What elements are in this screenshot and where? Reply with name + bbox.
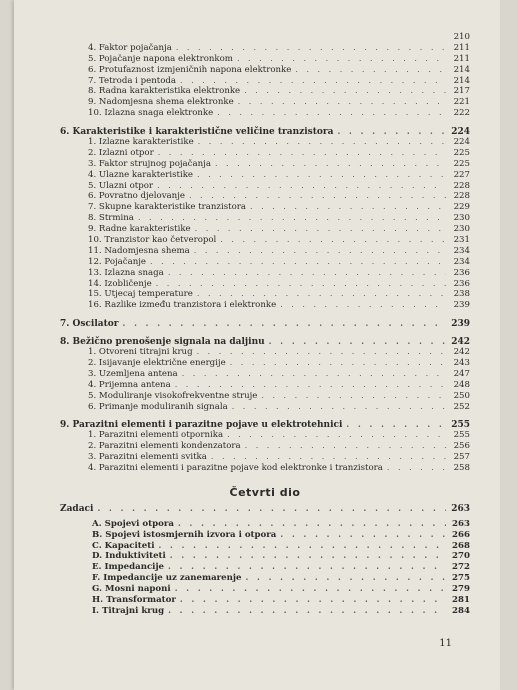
toc-entry-page: 234 xyxy=(453,245,470,256)
toc-entry-label: 6. Povratno djelovanje xyxy=(88,191,185,202)
toc-entry-label: H. Transformator xyxy=(92,594,176,605)
toc-entry-label: 10. Tranzistor kao četveropol xyxy=(88,235,217,246)
toc-entry-page: 281 xyxy=(452,594,470,605)
toc-entry-label: 3. Faktor strujnog pojačanja xyxy=(88,158,211,169)
dot-leader xyxy=(158,540,446,551)
dot-leader xyxy=(194,246,446,257)
toc-entry xyxy=(60,380,470,391)
dot-leader xyxy=(261,391,446,402)
toc-entry-page: 242 xyxy=(451,337,470,348)
toc-entry-page: 263 xyxy=(452,518,470,529)
toc-entry xyxy=(60,76,470,87)
dot-leader xyxy=(244,86,446,97)
toc-entry-page: 248 xyxy=(453,379,470,390)
toc-entry-label: 4. Parazitni elementi i parazitne pojave kod elektronke i tranzistora xyxy=(88,462,383,473)
toc-entry-label: Zadaci xyxy=(60,503,94,514)
dot-leader xyxy=(197,347,446,358)
toc-entry-page: 256 xyxy=(453,441,470,452)
toc-entry-page: 234 xyxy=(453,256,470,267)
toc-entry xyxy=(60,279,470,290)
toc-entry-label: 8. Radna karakteristika elektronke xyxy=(88,86,241,97)
toc-entry-page: 239 xyxy=(451,319,470,330)
toc-entry xyxy=(60,529,470,540)
toc-entry-label: E. Impedancije xyxy=(92,562,165,573)
toc-entry-page: 263 xyxy=(451,503,470,514)
toc-entry-label: 3. Parazitni elementi svitka xyxy=(88,452,207,463)
dot-leader xyxy=(245,441,446,452)
dot-leader xyxy=(97,503,446,514)
toc-entry xyxy=(60,583,470,594)
dot-leader xyxy=(178,518,446,529)
toc-entry-page: 257 xyxy=(453,452,470,463)
toc-entry-label: 2. Izlazni otpor xyxy=(88,147,154,158)
toc-section-heading xyxy=(60,126,470,137)
toc-entry-page: 228 xyxy=(453,191,470,202)
dot-leader xyxy=(170,550,446,561)
toc-entry-label: 5. Pojačanje napona elektronkom xyxy=(88,53,233,64)
dot-leader xyxy=(387,463,446,474)
toc-entry-label: 8. Bežično prenošenje signala na daljinu xyxy=(60,337,265,348)
toc-entry xyxy=(60,170,470,181)
toc-entry xyxy=(60,561,470,572)
toc-entry xyxy=(60,572,470,583)
toc-entry-page: 236 xyxy=(453,267,470,278)
toc-section-heading xyxy=(60,336,470,347)
page-number: 11 xyxy=(439,638,452,649)
dot-leader xyxy=(168,605,446,616)
toc-entry xyxy=(60,430,470,441)
toc-entry-page: 284 xyxy=(452,605,470,616)
toc-entry xyxy=(60,268,470,279)
toc-entry xyxy=(60,43,470,54)
dot-leader xyxy=(198,137,446,148)
toc-entry-page: 239 xyxy=(453,300,470,311)
dot-leader xyxy=(180,594,446,605)
toc-entry xyxy=(60,65,470,76)
dot-leader xyxy=(157,181,446,192)
toc-entry-label: 4. Prijemna antena xyxy=(88,379,171,390)
dot-leader xyxy=(175,583,446,594)
dot-leader xyxy=(227,430,446,441)
toc-entry-label: 4. Ulazne karakteristike xyxy=(88,169,193,180)
dot-leader xyxy=(232,402,446,413)
toc-entry-page: 279 xyxy=(452,584,470,595)
dot-leader xyxy=(197,170,446,181)
toc-section-heading xyxy=(60,419,470,430)
toc-entry xyxy=(60,358,470,369)
dot-leader xyxy=(215,159,446,170)
dot-leader xyxy=(250,202,446,213)
toc-entry-page: 224 xyxy=(451,127,470,138)
toc-entry-label: 2. Parazitni elementi kondenzatora xyxy=(88,441,241,452)
toc-entry-label: 15. Utjecaj temperature xyxy=(88,289,193,300)
dot-leader xyxy=(280,300,446,311)
toc-entry xyxy=(60,257,470,268)
toc-entry-label: 9. Nadomjesna shema elektronke xyxy=(88,97,234,108)
dot-leader xyxy=(211,452,446,463)
toc-entry-page: 210 xyxy=(453,32,470,42)
dot-leader xyxy=(180,76,446,87)
toc-entry xyxy=(60,300,470,311)
toc-entry xyxy=(60,347,470,358)
toc-entry-page: 211 xyxy=(453,42,470,53)
toc-entry-label: C. Kapaciteti xyxy=(92,540,155,551)
dot-leader xyxy=(168,561,446,572)
toc-entry xyxy=(60,594,470,605)
toc-entry-page: 227 xyxy=(453,169,470,180)
toc-entry xyxy=(60,191,470,202)
toc-entry-page: 225 xyxy=(453,158,470,169)
toc-entry-page: 236 xyxy=(453,278,470,289)
toc-entry xyxy=(60,202,470,213)
toc-entry xyxy=(60,213,470,224)
toc-entry-page: 222 xyxy=(453,108,470,119)
toc-entry-label: D. Induktiviteti xyxy=(92,551,166,562)
book-page xyxy=(14,0,500,690)
toc-entry-page: 255 xyxy=(451,420,470,431)
dot-leader xyxy=(158,148,446,159)
dot-leader xyxy=(245,572,446,583)
toc-entry-label: 11. Nadomjesna shema xyxy=(88,245,190,256)
toc-entry-label: 6. Karakteristike i karakteristične veličine tranzistora xyxy=(60,127,334,138)
toc-entry-page: 272 xyxy=(452,562,470,573)
toc-entry xyxy=(60,518,470,529)
toc-entry-page: 270 xyxy=(452,551,470,562)
toc-entry xyxy=(60,441,470,452)
dot-leader xyxy=(295,65,446,76)
dot-leader xyxy=(168,268,446,279)
dot-leader xyxy=(238,97,446,108)
dot-leader xyxy=(217,108,446,119)
dot-leader xyxy=(150,257,446,268)
dot-leader xyxy=(197,289,446,300)
toc-entry-page: 224 xyxy=(453,137,470,148)
toc-entry xyxy=(60,391,470,402)
dot-leader xyxy=(123,318,447,329)
toc-entry-page: 242 xyxy=(453,347,470,358)
toc-entry xyxy=(60,86,470,97)
toc-section-heading xyxy=(60,503,470,514)
toc-entry-page: 238 xyxy=(453,289,470,300)
toc-entry-page: 266 xyxy=(452,529,470,540)
part-title: Četvrti dio xyxy=(229,485,301,499)
toc-entry-page: 243 xyxy=(453,357,470,368)
toc-entry-label: 1. Parazitni elementi otpornika xyxy=(88,430,224,441)
toc-entry-label: 1. Otvoreni titrajni krug xyxy=(88,347,193,358)
toc-entry-page: 247 xyxy=(453,368,470,379)
toc-entry-page: 228 xyxy=(453,180,470,191)
toc-entry-page: 211 xyxy=(453,53,470,64)
toc-entry-label: 16. Razlike između tranzistora i elektronke xyxy=(88,300,277,311)
toc-entry-page: 275 xyxy=(452,573,470,584)
toc-entry xyxy=(60,54,470,65)
dot-leader xyxy=(230,358,446,369)
toc-entry xyxy=(60,369,470,380)
toc-entry-label: 7. Oscilator xyxy=(60,319,119,330)
dot-leader xyxy=(156,279,446,290)
toc-entry-label: I. Titrajni krug xyxy=(92,605,165,616)
toc-entry xyxy=(60,540,470,551)
toc-entry-label: 6. Protufaznost izmjeničnih napona elektronke xyxy=(88,64,292,75)
dot-leader xyxy=(346,419,446,430)
toc-entry-label: 8. Strmina xyxy=(88,213,134,224)
toc-entry-label: 12. Pojačanje xyxy=(88,256,147,267)
dot-leader xyxy=(175,380,446,391)
toc-entry-page: 258 xyxy=(453,462,470,473)
toc-entry-label: 3. Uzemljena antena xyxy=(88,368,178,379)
toc-entry-page: 252 xyxy=(453,401,470,412)
toc-entry xyxy=(60,605,470,616)
toc-entry-label: 5. Ulazni otpor xyxy=(88,180,153,191)
dot-leader xyxy=(195,224,446,235)
table-of-contents xyxy=(60,32,470,616)
toc-entry xyxy=(60,463,470,474)
toc-top-page xyxy=(60,32,470,43)
toc-entry-page: 225 xyxy=(453,147,470,158)
toc-entry-label: 14. Izobličenje xyxy=(88,278,152,289)
dot-leader xyxy=(337,126,446,137)
toc-entry-label: 9. Radne karakteristike xyxy=(88,224,191,235)
toc-entry-page: 255 xyxy=(453,430,470,441)
toc-entry-label: F. Impedancije uz zanemarenje xyxy=(92,573,242,584)
dot-leader xyxy=(138,213,446,224)
toc-entry-label: 1. Izlazne karakteristike xyxy=(88,137,194,148)
toc-entry xyxy=(60,289,470,300)
dot-leader xyxy=(189,191,446,202)
dot-leader xyxy=(269,336,446,347)
toc-entry xyxy=(60,148,470,159)
toc-entry-label: 7. Skupne karakteristike tranzistora xyxy=(88,202,246,213)
toc-entry xyxy=(60,137,470,148)
toc-entry-page: 250 xyxy=(453,390,470,401)
toc-entry xyxy=(60,246,470,257)
toc-entry xyxy=(60,97,470,108)
toc-entry-label: G. Mosni naponi xyxy=(92,584,171,595)
toc-section-heading xyxy=(60,318,470,329)
dot-leader xyxy=(220,235,446,246)
toc-entry xyxy=(60,224,470,235)
toc-entry xyxy=(60,159,470,170)
toc-entry-page: 230 xyxy=(453,224,470,235)
toc-entry xyxy=(60,402,470,413)
dot-leader xyxy=(176,43,446,54)
toc-entry-label: 13. Izlazna snaga xyxy=(88,267,164,278)
toc-entry xyxy=(60,181,470,192)
toc-entry-label: 6. Primanje moduliranih signala xyxy=(88,401,228,412)
toc-entry-label: 2. Isijavanje električne energije xyxy=(88,357,226,368)
toc-entry xyxy=(60,235,470,246)
toc-entry xyxy=(60,550,470,561)
toc-entry xyxy=(60,108,470,119)
toc-entry-page: 268 xyxy=(452,540,470,551)
dot-leader xyxy=(237,54,446,65)
toc-entry-page: 231 xyxy=(453,235,470,246)
toc-entry-page: 221 xyxy=(453,97,470,108)
toc-entry-page: 214 xyxy=(453,75,470,86)
toc-entry-label: 10. Izlazna snaga elektronke xyxy=(88,108,214,119)
toc-entry xyxy=(60,452,470,463)
toc-entry-label: 5. Moduliranje visokofrekventne struje xyxy=(88,390,258,401)
toc-entry-label: B. Spojevi istosmjernih izvora i otpora xyxy=(92,529,277,540)
dot-leader xyxy=(280,529,446,540)
toc-entry-label: 7. Tetroda i pentoda xyxy=(88,75,177,86)
toc-entry-page: 217 xyxy=(453,86,470,97)
toc-entry-page: 229 xyxy=(453,202,470,213)
dot-leader xyxy=(182,369,446,380)
toc-entry-label: A. Spojevi otpora xyxy=(92,518,174,529)
toc-entry-label: 4. Faktor pojačanja xyxy=(88,42,172,53)
toc-entry-label: 9. Parazitni elementi i parazitne pojave u elektrotehnici xyxy=(60,420,343,431)
toc-entry-page: 230 xyxy=(453,213,470,224)
toc-entry-page: 214 xyxy=(453,64,470,75)
